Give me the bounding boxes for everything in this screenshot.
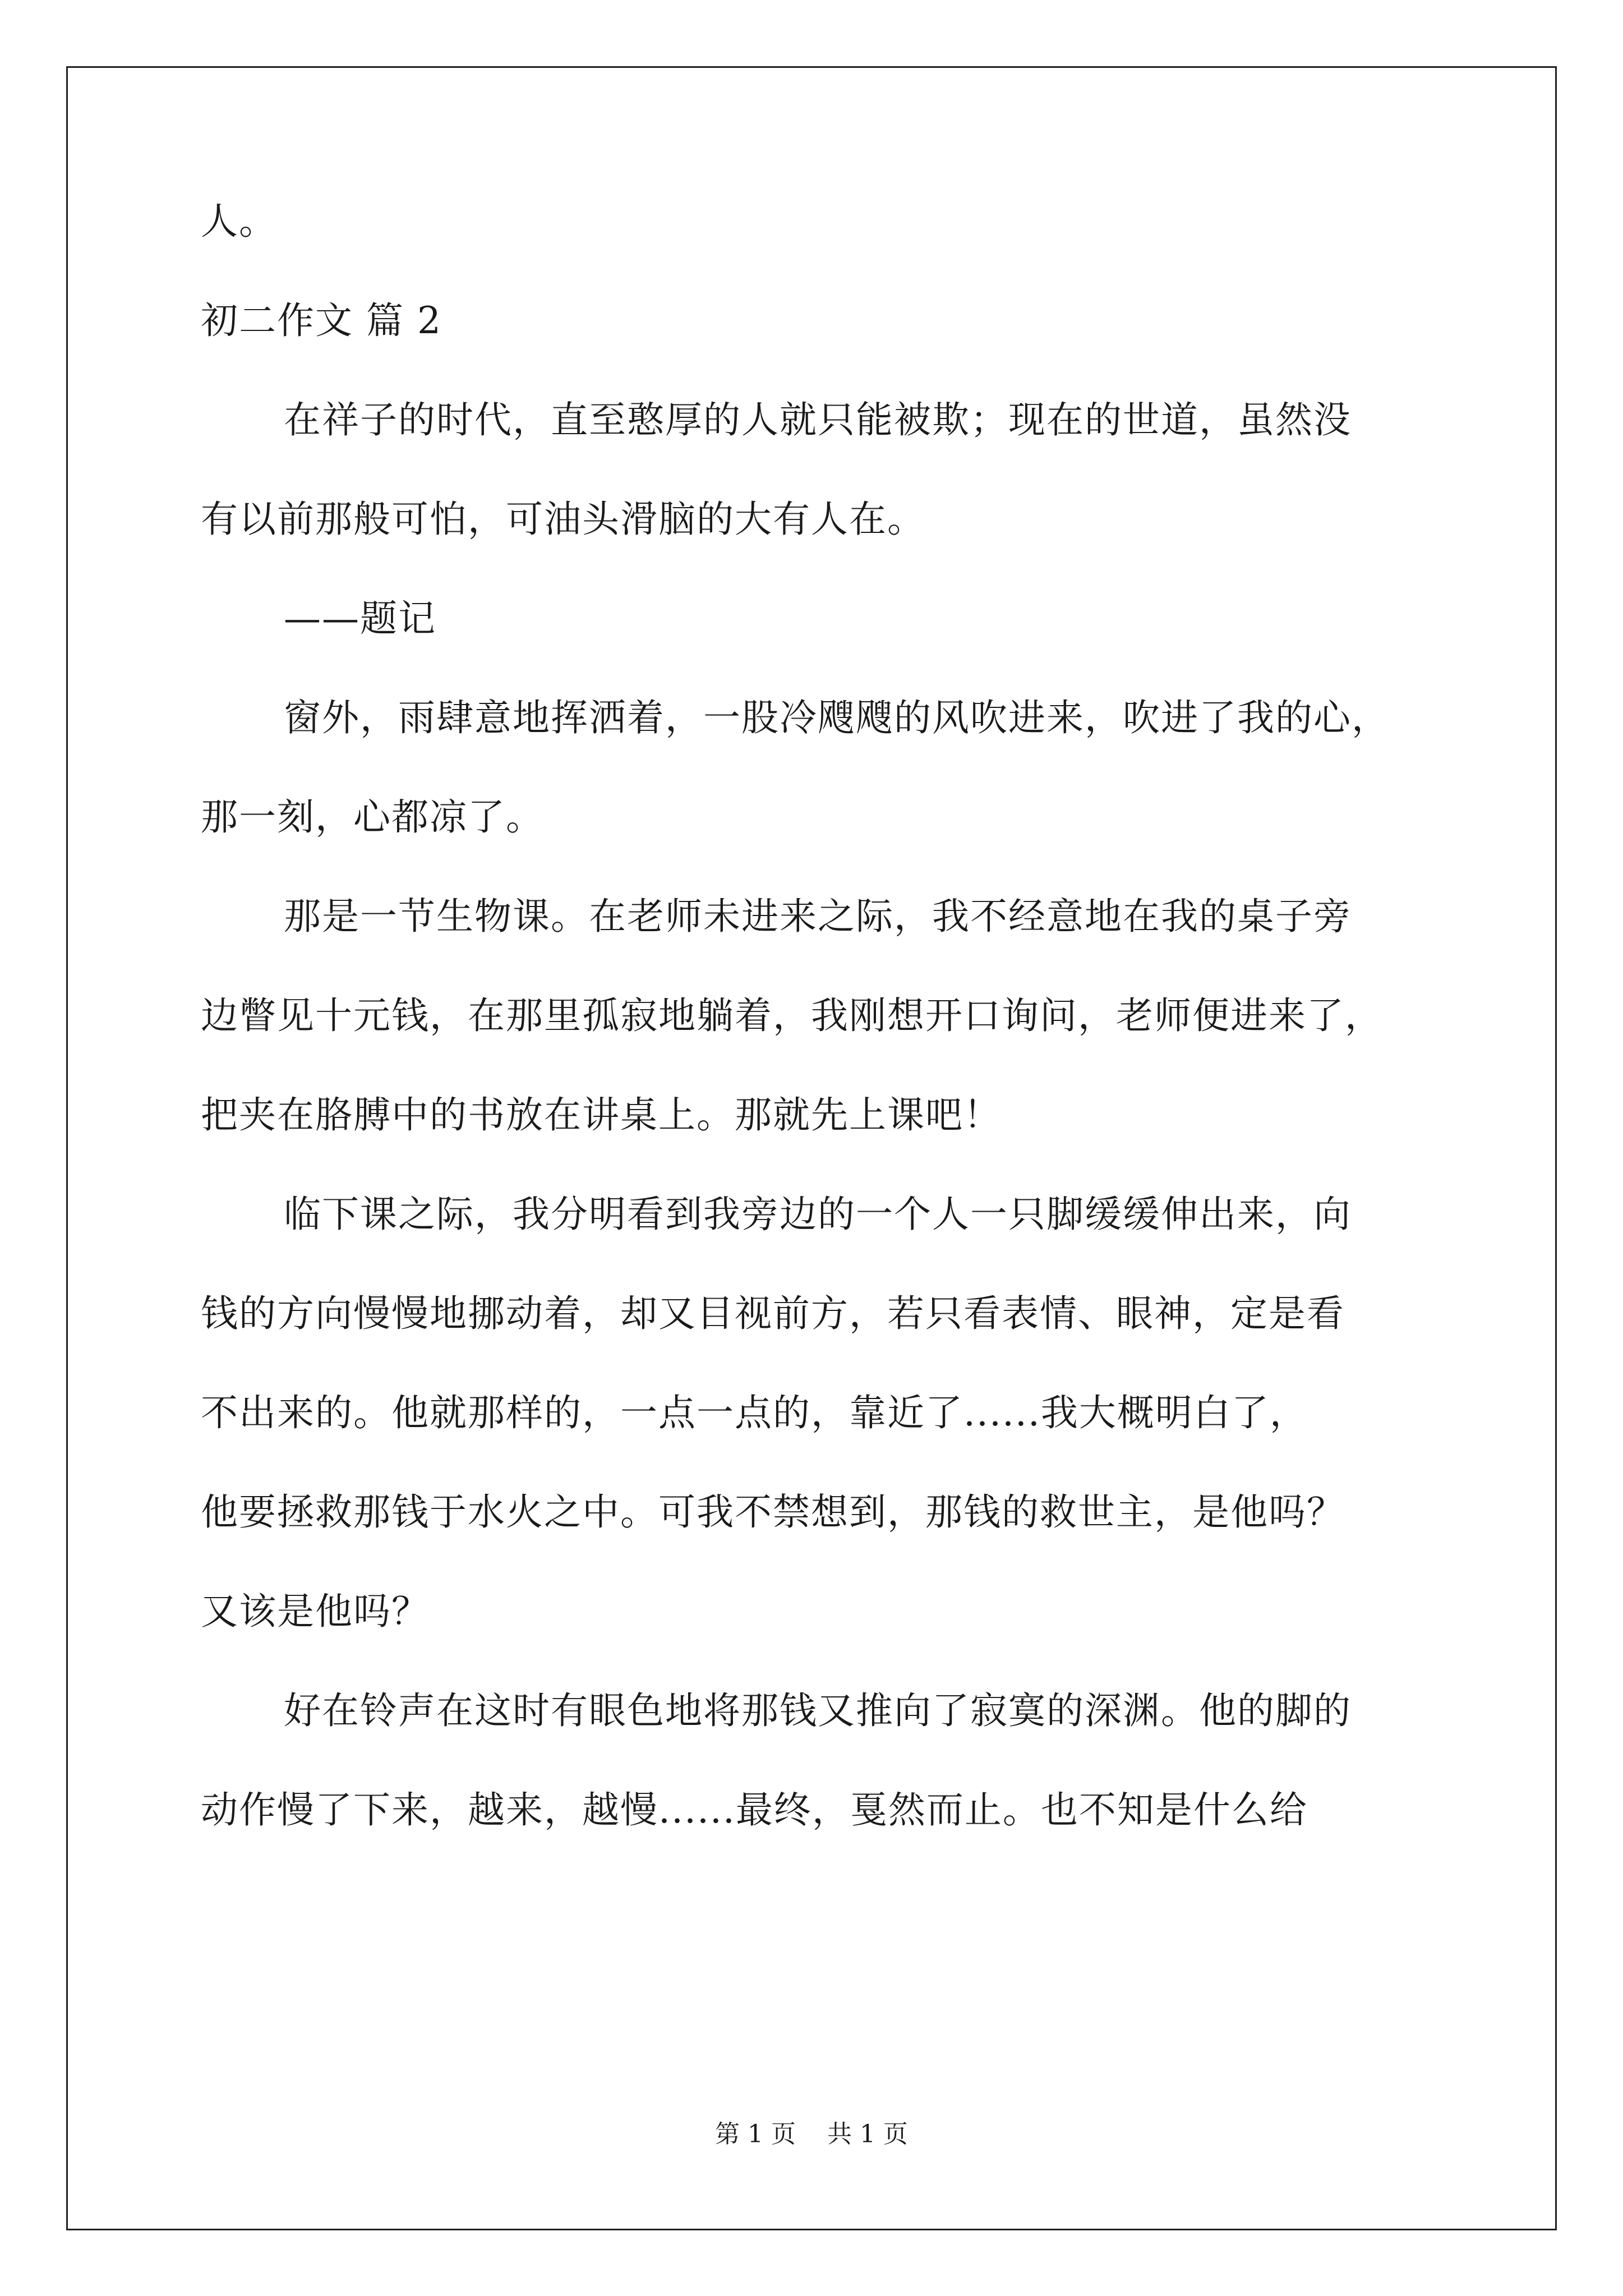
text-line: ——题记 — [284, 597, 436, 640]
text-line: 动作慢了下来，越来，越慢......最终，戛然而止。也不知是什么给 — [201, 1788, 1308, 1832]
text-line: 有以前那般可怕，可油头滑脑的大有人在。 — [201, 498, 925, 541]
text-line: 临下课之际，我分明看到我旁边的一个人一只脚缓缓伸出来，向 — [284, 1193, 1352, 1236]
section-heading: 初二作文 篇 2 — [201, 299, 442, 342]
text-line: 窗外，雨肆意地挥洒着，一股冷飕飕的风吹进来，吹进了我的心， — [284, 696, 1390, 739]
text-line: 边瞥见十元钱，在那里孤寂地躺着，我刚想开口询问，老师便进来了， — [201, 994, 1383, 1037]
text-line: 他要拯救那钱于水火之中。可我不禁想到，那钱的救世主，是他吗？ — [201, 1490, 1345, 1534]
text-line: 那一刻，心都凉了。 — [201, 795, 544, 839]
text-line: 人。 — [201, 200, 277, 243]
text-line: 不出来的。他就那样的，一点一点的，靠近了......我大概明白了， — [201, 1391, 1308, 1434]
text-line: 又该是他吗？ — [201, 1590, 430, 1633]
document-body — [201, 202, 1429, 1830]
text-line: 在祥子的时代，直至憨厚的人就只能被欺；现在的世道，虽然没 — [284, 398, 1352, 441]
text-line: 把夹在胳膊中的书放在讲桌上。那就先上课吧！ — [201, 1093, 1002, 1137]
page-footer: 第 1 页 共 1 页 — [715, 2120, 908, 2148]
text-line: 那是一节生物课。在老师未进来之际，我不经意地在我的桌子旁 — [284, 895, 1352, 938]
text-line: 钱的方向慢慢地挪动着，却又目视前方，若只看表情、眼神，定是看 — [201, 1292, 1345, 1335]
text-line: 好在铃声在这时有眼色地将那钱又推向了寂寞的深渊。他的脚的 — [284, 1689, 1352, 1732]
